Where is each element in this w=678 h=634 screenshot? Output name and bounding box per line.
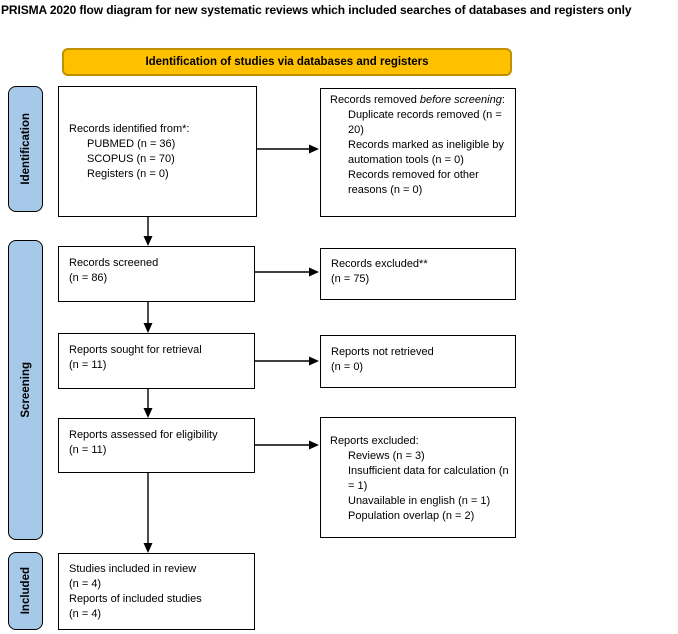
box-line: (n = 11) — [69, 444, 107, 456]
arrow-assessed-to-included — [144, 473, 153, 553]
reports-assessed-box — [58, 418, 255, 473]
studies-included-box — [58, 553, 255, 630]
box-heading: Records identified from*: — [69, 122, 190, 135]
reports-excluded-box — [320, 417, 516, 538]
banner-identification-of-studies — [62, 48, 512, 76]
arrow-screened-to-excluded — [255, 268, 319, 277]
stage-label-identification — [8, 86, 43, 212]
stage-label-included — [8, 552, 43, 630]
stage-label-text: Included — [19, 567, 32, 615]
box-item: PUBMED (n = 36) — [87, 137, 176, 150]
box-line: Reports assessed for eligibility — [69, 429, 218, 441]
box-heading: Records removed before screening: — [330, 94, 505, 106]
box-line: Records excluded** — [331, 258, 428, 270]
box-heading: Reports excluded: — [330, 435, 419, 447]
box-line: (n = 4) — [69, 608, 102, 620]
stage-label-text: Identification — [19, 113, 32, 185]
box-line: (n = 4) — [69, 578, 102, 590]
box-line: Reports sought for retrieval — [69, 344, 202, 356]
box-line: (n = 0) — [331, 361, 364, 373]
arrow-sought-to-notretrieved — [255, 357, 319, 366]
records-screened-box — [58, 246, 255, 302]
box-item: Records removed for other reasons (n = 0) — [348, 169, 479, 196]
box-line: Reports of included studies — [69, 593, 202, 605]
box-line: Records screened — [69, 257, 159, 269]
box-item: Population overlap (n = 2) — [348, 510, 475, 522]
diagram-title: PRISMA 2020 flow diagram for new systematic reviews which included searches of databases and registers only — [1, 3, 632, 17]
box-line: Studies included in review — [69, 563, 197, 575]
box-item: Insufficient data for calculation (n = 1) — [348, 465, 509, 492]
box-item: SCOPUS (n = 70) — [87, 152, 175, 165]
box-line: (n = 75) — [331, 273, 370, 285]
arrow-sought-to-assessed — [144, 389, 153, 418]
banner-label: Identification of studies via databases and registers — [145, 56, 429, 68]
reports-sought-box — [58, 333, 255, 389]
box-item: Unavailable in english (n = 1) — [348, 495, 491, 507]
records-excluded-box — [320, 248, 516, 300]
stage-label-text: Screening — [19, 362, 32, 418]
arrow-identified-to-removed — [257, 145, 319, 154]
box-item: Duplicate records removed (n = 20) — [348, 109, 502, 136]
box-item: Reviews (n = 3) — [348, 450, 425, 462]
italic-before-screening: before screening — [419, 94, 502, 106]
box-line: (n = 86) — [69, 272, 108, 284]
stage-label-screening — [8, 240, 43, 540]
box-line: (n = 11) — [69, 359, 107, 371]
box-item: Registers (n = 0) — [87, 167, 169, 180]
arrow-assessed-to-reportsexcluded — [255, 441, 319, 450]
arrow-screened-to-sought — [144, 302, 153, 333]
box-item: Records marked as ineligible by automation tools (n = 0) — [348, 139, 504, 166]
reports-not-retrieved-box — [320, 335, 516, 388]
arrow-identified-to-screened — [144, 217, 153, 246]
records-identified-box — [58, 86, 257, 217]
records-removed-box — [320, 88, 516, 217]
box-line: Reports not retrieved — [331, 346, 434, 358]
